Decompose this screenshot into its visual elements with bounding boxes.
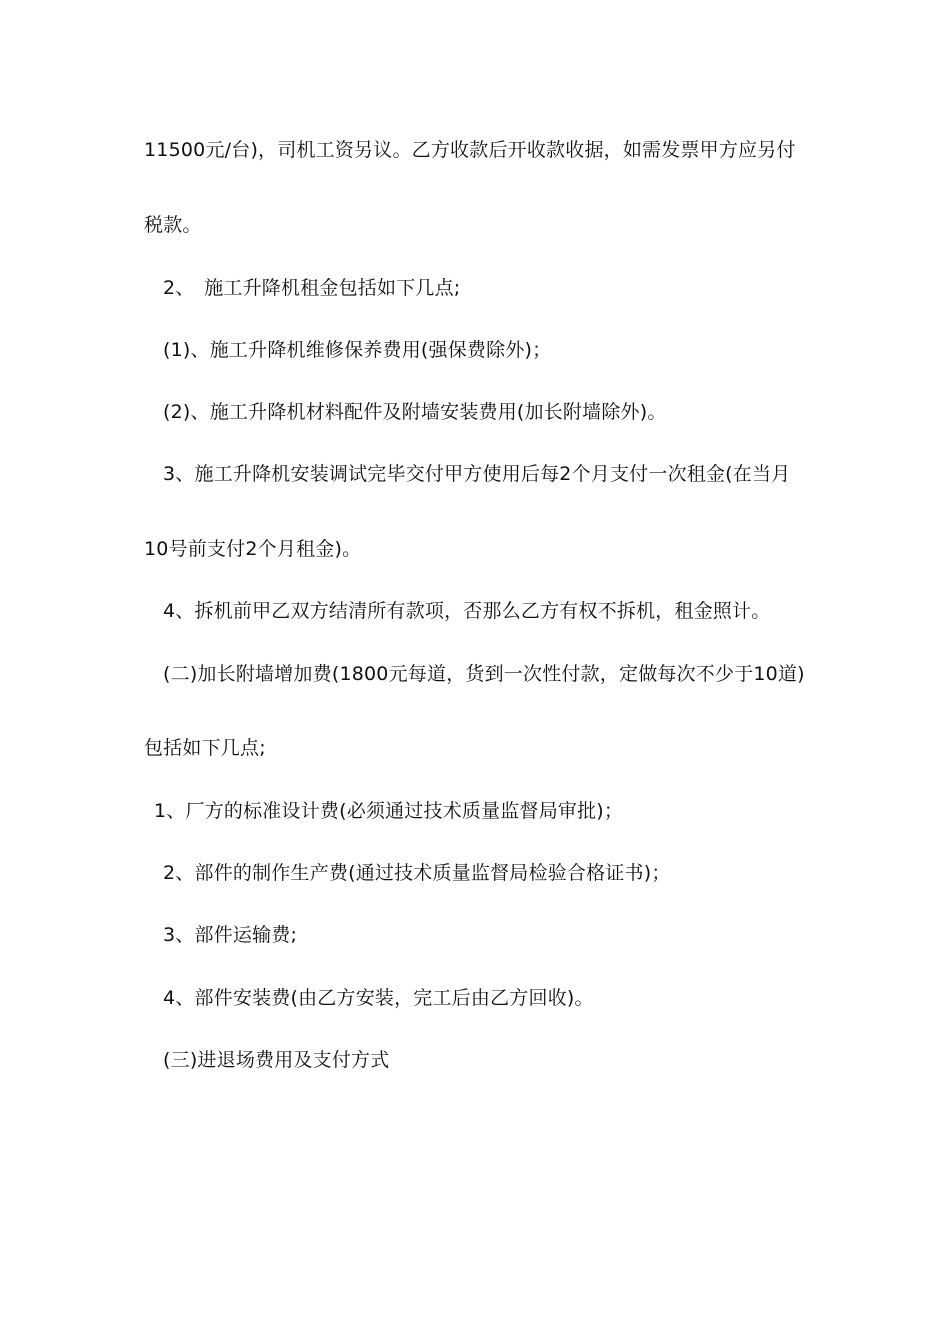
paragraph-line-1: 11500元/台)，司机工资另议。乙方收款后开收款收据，如需发票甲方应另付 <box>144 139 796 161</box>
paragraph-line-2: 税款。 <box>144 214 202 236</box>
section-two-item-1: 1、厂方的标准设计费(必须通过技术质量监督局审批)； <box>154 800 624 822</box>
sub-item-2: (2)、施工升降机材料配件及附墙安装费用(加长附墙除外)。 <box>163 401 667 423</box>
section-two-item-3: 3、部件运输费; <box>163 924 298 946</box>
section-three-heading: (三)进退场费用及支付方式 <box>163 1049 390 1071</box>
section-two-continued: 包括如下几点; <box>144 737 266 759</box>
list-item-4: 4、拆机前甲乙双方结清所有款项，否那么乙方有权不拆机，租金照计。 <box>163 600 771 622</box>
sub-item-1: (1)、施工升降机维修保养费用(强保费除外)； <box>163 339 552 361</box>
list-item-3: 3、施工升降机安装调试完毕交付甲方使用后每2个月支付一次租金(在当月 <box>163 463 791 485</box>
section-two-heading: (二)加长附墙增加费(1800元每道，货到一次性付款，定做每次不少于10道) <box>163 663 805 685</box>
section-two-item-2: 2、部件的制作生产费(通过技术质量监督局检验合格证书)； <box>163 862 671 884</box>
section-two-item-4: 4、部件安装费(由乙方安装，完工后由乙方回收)。 <box>163 987 594 1009</box>
list-item-3-continued: 10号前支付2个月租金)。 <box>144 538 362 560</box>
list-item-2: 2、 施工升降机租金包括如下几点; <box>163 277 461 299</box>
